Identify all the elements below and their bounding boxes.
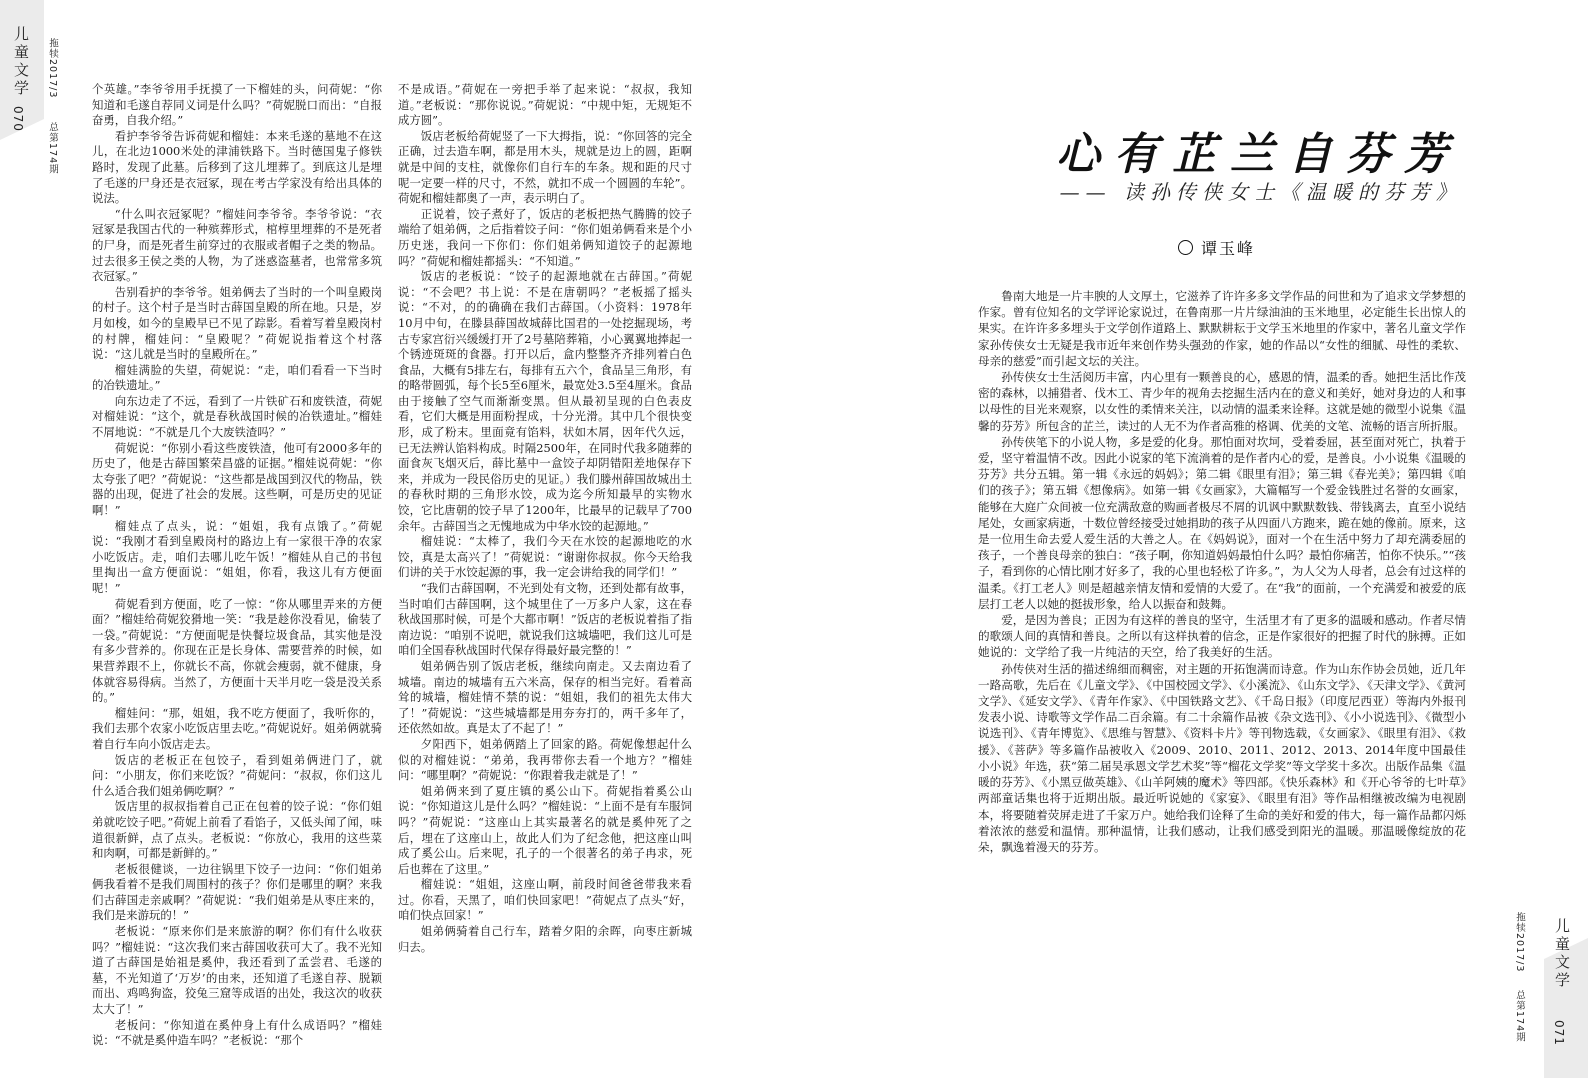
author-name: 谭玉峰: [1201, 239, 1256, 258]
article-body: [978, 288, 1466, 978]
left-issue: 拖犊2017/3: [47, 38, 58, 99]
paragraph: 榴娃说：“太棒了，我们今天在水饺的起源地吃的水饺，真是太高兴了！”荷妮说：“谢谢你叔叔。你今天给我们讲的关于水饺起源的事，我一定会讲给我的同学们！”: [398, 534, 692, 580]
paragraph: 爱，是因为善良；正因为有这样的善良的坚守，生活里才有了更多的温暖和感动。作者尽情的歌颂人间的真情和善良。之所以有这样执着的信念，正是作家很好的把握了时代的脉搏。正如她说的：文学给了我一片纯洁的天空，给了我美好的生活。: [978, 613, 1466, 660]
paragraph: 姐弟俩骑着自己行车，踏着夕阳的余晖，向枣庄新城归去。: [398, 924, 692, 954]
left-page-number: 070: [11, 106, 25, 132]
paragraph: 荷妮看到方便面，吃了一惊：“你从哪里弄来的方便面？”榴娃给荷妮狡猾地一笑：“我是趁你没看见，偷装了一袋。”荷妮说：“方便面呢是快餐垃圾食品，其实他是没有多少营养的。你现在正是长身体、需要营养的时候，如果营养跟不上，你就长不高，你就会瘦弱，就不健康，身体就容易得病。当然了，方便面十天半月吃一袋是没关系的。”: [92, 596, 382, 705]
article-author: [1178, 236, 1255, 259]
paragraph: 老板很健谈，一边往锅里下饺子一边问：“你们姐弟俩我看着不是我们周围村的孩子？你们是哪里的啊？来我们古薛国走亲戚啊？”荷妮说：“我们姐弟是从枣庄来的，我们是来游玩的！”: [92, 861, 382, 923]
paragraph: 饭店老板给荷妮竖了一下大拇指，说：“你回答的完全正确，过去造车啊，都是用木头，规就是边上的圆，距啊就是中间的支柱，就像你们自行车的车条。规和距的尺寸呢一定要一样的尺寸，不然，就扣不成一个圆圆的车轮”。荷妮和榴娃都奥了一声，表示明白了。: [398, 128, 692, 206]
author-circle-icon: [1178, 240, 1193, 255]
paragraph: 个英雄。”李爷爷用手抚摸了一下榴娃的头，问荷妮：“你知道和毛遂自荐同义词是什么吗？”荷妮脱口而出：“自报奋勇，自我介绍。”: [92, 82, 382, 128]
paragraph: 夕阳西下，姐弟俩踏上了回家的路。荷妮像想起什么似的对榴娃说：“弟弟，我再带你去看一个地方？”榴娃问：“哪里啊？”荷妮说：“你跟着我走就是了！”: [398, 736, 692, 783]
left-magazine-name: 儿童文学: [12, 26, 30, 98]
left-total-issue: 总第174期: [47, 122, 58, 175]
paragraph: 不是成语。”荷妮在一旁把手举了起来说：“叔叔，我知道。”老板说：“那你说说。”荷妮说：“中规中矩，无规矩不成方圆”。: [398, 82, 692, 128]
article-title: 心有芷兰自芬芳: [1056, 129, 1462, 180]
paragraph: 饭店的老板说：“饺子的起源地就在古薛国。”荷妮说：“不会吧？书上说：不是在唐朝吗？”老板摇了摇头说：“不对，的的确确在我们古薛国。（小资料：1978年10月中旬，在滕县薛国故城薛比国君的一处挖掘现场，考古专家宫衍兴缓缓打开了2号墓陪葬箱，小心翼翼地捧起一个锈迹斑斑的食器。打开以后，盒内整整齐齐排列着白色食品，大概有5排左右，每排有五六个，食品呈三角形，有的略带圆弧，每个长5至6厘米，最宽处3.5至4厘米。食品由于接触了空气而渐渐变黑。但从最初呈现的白色表皮看，它们大概是用面粉捏成，十分光滑。其中几个很快变形，成了粉末。里面竟有馅料，状如木屑，因年代久远，已无法辨认馅料构成。时隔2500年，在同时代我多随葬的面食灰飞烟灭后，薛比墓中一盒饺子却阴错阳差地保存下来，并成为一段民俗历史的见证。）我们滕州薛国故城出土的春秋时期的三角形水饺，成为迄今所知最早的实物水饺，它比唐朝的饺子早了1200年，比最早的记载早了700余年。古薛国当之无愧地成为中华水饺的起源地。”: [398, 269, 692, 533]
right-issue: 拖犊2017/3: [1514, 912, 1525, 973]
left-column-2: [398, 82, 692, 1032]
paragraph: 孙传侠笔下的小说人物，多是爱的化身。那怕面对坎坷，受着委屈，甚至面对死亡，执着于爱，坚守着温情不改。因此小说家的笔下流淌着的是作者内心的爱，是善良。小小说集《温暖的芬芳》共分五辑。第一辑《永远的妈妈》；第二辑《眼里有泪》；第三辑《春光美》；第四辑《咱们的孩子》；第五辑《想像病》。如第一辑《女画家》，大篇幅写一个爱金钱胜过名誉的女画家，能够在大庭广众间被一位充满敌意的购画者极尽不屑的讥讽中默默数钱、带钱离去，直至小说结尾处，女画家病逝，十数位曾经接受过她捐助的孩子从四面八方跑来，跪在她的像前。原来，这是一位用生命去爱人爱生活的大善之人。在《妈妈说》，面对一个在生活中努力了却充满委屈的孩子，一个善良母亲的独白：“孩子啊，你知道妈妈最怕什么吗？最怕你痛苦，怕你不快乐。”“孩子，看到你的心情比刚才好多了，我的心里也轻松了许多。”，为人父为人母者，总会有过这样的温柔。《打工老人》则是超越亲情友情和爱情的大爱了。在“我”的面前，一个充满爱和被爱的底层打工老人以她的挺拔形象，给人以振奋和鼓舞。: [978, 434, 1466, 611]
paragraph: 孙传侠女士生活阅历丰富，内心里有一颗善良的心，感恩的情，温柔的香。她把生活比作茂密的森林，以捕猎者、伐木工、青少年的视角去挖掘生活内在的意义和美好，她对身边的人和事以母性的目光来观察，以女性的柔情来关注，以动情的温柔来诠释。这就是她的微型小说集《温馨的芬芳》所包含的芷兰，读过的人无不为作者高雅的格调、优美的文笔、流畅的语言所折服。: [978, 370, 1466, 433]
paragraph: 榴娃点了点头，说：“姐姐，我有点饿了。”荷妮说：“我刚才看到皇殿岗村的路边上有一家很干净的农家小吃饭店。走，咱们去哪儿吃午饭！”榴娃从自己的书包里掏出一盒方便面说：“姐姐，你看，我这儿有方便面呢！”: [92, 518, 382, 595]
paragraph: 饭店的老板正在包饺子，看到姐弟俩进门了，就问：“小朋友，你们来吃饭？”荷妮问：“叔叔，你们这儿什么适合我们姐弟俩吃啊？”: [92, 752, 382, 798]
paragraph: 孙传侠对生活的描述绵细而稠密，对主题的开拓饱满而诗意。作为山东作协会员她，近几年一路高歌，先后在《儿童文学》、《中国校园文学》、《小溪流》、《山东文学》、《天津文学》、《黄河文学》、《延安文学》、《青年作家》、《中国铁路文艺》、《千岛日报》（印度尼西亚）等海内外报刊发表小说、诗歌等文学作品二百余篇。有二十余篇作品被《杂文选刊》、《小小说选刊》、《微型小说选刊》、《青年博览》、《思维与智慧》、《资料卡片》等刊物选载，《女画家》、《眼里有泪》、《救援》、《菩萨》等多篇作品被收入《2009、2010、2011、2012、2013、2014年度中国最佳小小说》年选，获“第二届吴承恩文学艺术奖”等“榴花文学奖”等文学奖十多次。出版作品集《温暖的芬芳》、《小黑豆做英雄》、《山羊阿姨的魔术》等四部。《快乐森林》和《开心爷爷的七叶草》两部童话集也将于近期出版。最近听说她的《家宴》、《眼里有泪》等作品相继被改编为电视剧本，将要随着荧屏走进了千家万户。她给我们诠释了生命的美好和爱的伟大，每一篇作品都闪烁着浓浓的慈爱和温情。那种温情，让我们感动，让我们感受到阳光的温暖。那温暖像绽放的花朵，飘逸着漫天的芬芳。: [978, 661, 1466, 854]
paragraph: 告别看护的李爷爷。姐弟俩去了当时的一个叫皇殿岗的村子。这个村子是当时古薛国皇殿的所在地。只是，岁月如梭，如今的皇殿早已不见了踪影。看着写着皇殿岗村的村牌，榴娃问：“皇殿呢？”荷妮说指着这个村落说：“这儿就是当时的皇殿所在。”: [92, 284, 382, 362]
paragraph: 榴娃满脸的失望，荷妮说：“走，咱们看看一下当时的冶铁遗址。”: [92, 362, 382, 393]
paragraph: 榴娃问：“那，姐姐，我不吃方便面了，我听你的，我们去那个农家小吃饭店里去吃。”荷妮说好。姐弟俩就骑着自行车向小饭店走去。: [92, 705, 382, 751]
paragraph: 姐弟俩告别了饭店老板，继续向南走。又去南边看了城墙。南边的城墙有五六米高，保存的相当完好。看着高耸的城墙，榴娃情不禁的说：“姐姐，我们的祖先太伟大了！”荷妮说：“这些城墙都是用夯夯打的，两千多年了，还依然如故。真是太了不起了！”: [398, 658, 692, 736]
paragraph: “什么叫衣冠冢呢？”榴娃问李爷爷。李爷爷说：“衣冠冢是我国古代的一种殡葬形式，棺椁里埋葬的不是死者的尸身，而是死者生前穿过的衣服或者帽子之类的物品。过去很多王侯之类的人物，为了迷惑盗墓者，也常常多筑衣冠冢。”: [92, 206, 382, 284]
paragraph: 榴娃说：“姐姐，这座山啊，前段时间爸爸带我来看过。你看，天黑了，咱们快回家吧！”荷妮点了点头“好，咱们快点回家！”: [398, 877, 692, 923]
left-column-1: [92, 82, 382, 1048]
right-magazine-name: 儿童文学: [1553, 918, 1571, 990]
article-subtitle: —— 读孙传侠女士《温暖的芬芳》: [1059, 180, 1462, 204]
paragraph: 荷妮说：“你别小看这些废铁渣，他可有2000多年的历史了，他是古薛国繁荣昌盛的证据。”榴娃说荷妮：“你太夸张了吧？”荷妮说：“这些都是战国到汉代的物品，铁器的出现，促进了社会的发展。这些啊，可是历史的见证啊！”: [92, 440, 382, 518]
right-page-number: 071: [1552, 1020, 1566, 1046]
paragraph: 老板问：“你知道在奚仲身上有什么成语吗？”榴娃说：“不就是奚仲造车吗？”老板说：“那个: [92, 1017, 382, 1048]
paragraph: “我们古薛国啊，不光到处有文物，还到处都有故事，当时咱们古薛国啊，这个城里住了一万多户人家，这在春秋战国那时候，可是个大都市啊！”饭店的老板说着指了指南边说：“咱别不说吧，就说我们这城墙吧，我们这儿可是咱们全国春秋战国时代保存得最好最完整的！”: [398, 581, 692, 658]
paragraph: 鲁南大地是一片丰腴的人文厚土，它滋养了许许多多文学作品的问世和为了追求文学梦想的作家。曾有位知名的文学评论家说过，在鲁南那一片片绿油油的玉米地里，必定能生长出惊人的果实。在许许多多埋头于文学创作道路上、默默耕耘于文学玉米地里的作家中，著名儿童文学作家孙传侠女士无疑是我市近年来创作势头强劲的作家，她的作品以“女性的细腻、母性的柔软、母亲的慈爱”而引起文坛的关注。: [978, 289, 1466, 368]
paragraph: 向东边走了不远，看到了一片铁矿石和废铁渣，荷妮对榴娃说：“这个，就是春秋战国时候的冶铁遗址。”榴娃不屑地说：“不就是几个大废铁渣吗？”: [92, 393, 382, 440]
paragraph: 姐弟俩来到了夏庄镇的奚公山下。荷妮指着奚公山说：“你知道这儿是什么吗？”榴娃说：“上面不是有车服饲吗？”荷妮说：“这座山上其实最著名的就是奚仲死了之后，埋在了这座山上，故此人们为了纪念他，把这座山叫成了奚公山。后来呢，孔子的一个很著名的弟子冉求，死后也葬在了这里。”: [398, 783, 692, 876]
paragraph: 正说着，饺子煮好了，饭店的老板把热气腾腾的饺子端给了姐弟俩，之后指着饺子问：“你们姐弟俩看来是个小历史迷，我问一下你们：你们姐弟俩知道饺子的起源地吗？”荷妮和榴娃都摇头：“不知道。”: [398, 206, 692, 268]
paragraph: 饭店里的叔叔指着自己正在包着的饺子说：“你们姐弟就吃饺子吧。”荷妮上前看了看馅子，又低头闻了闻，味道很新鲜，点了点头。老板说：“你放心，我用的这些菜和肉啊，可都是新鲜的。”: [92, 799, 382, 861]
paragraph: 老板说：“原来你们是来旅游的啊？你们有什么收获吗？”榴娃说：“这次我们来古薛国收获可大了。我不光知道了古薛国是始祖是奚仲，我还看到了孟尝君、毛遂的墓，不光知道了‘万岁’的由来，还知道了毛遂自荐、脱颖而出、鸡鸣狗盗，狡兔三窟等成语的出处，我这次的收获太大了！”: [92, 924, 382, 1017]
right-total-issue: 总第174期: [1514, 990, 1525, 1043]
paragraph: 看护李爷爷告诉荷妮和榴娃：本来毛遂的墓地不在这儿，在北边1000米处的津浦铁路下。当时德国鬼子修铁路时，发现了此墓。后移到了这儿埋葬了。到底这儿是埋了毛遂的尸身还是衣冠冢，现在考古学家没有给出具体的说法。: [92, 128, 382, 206]
